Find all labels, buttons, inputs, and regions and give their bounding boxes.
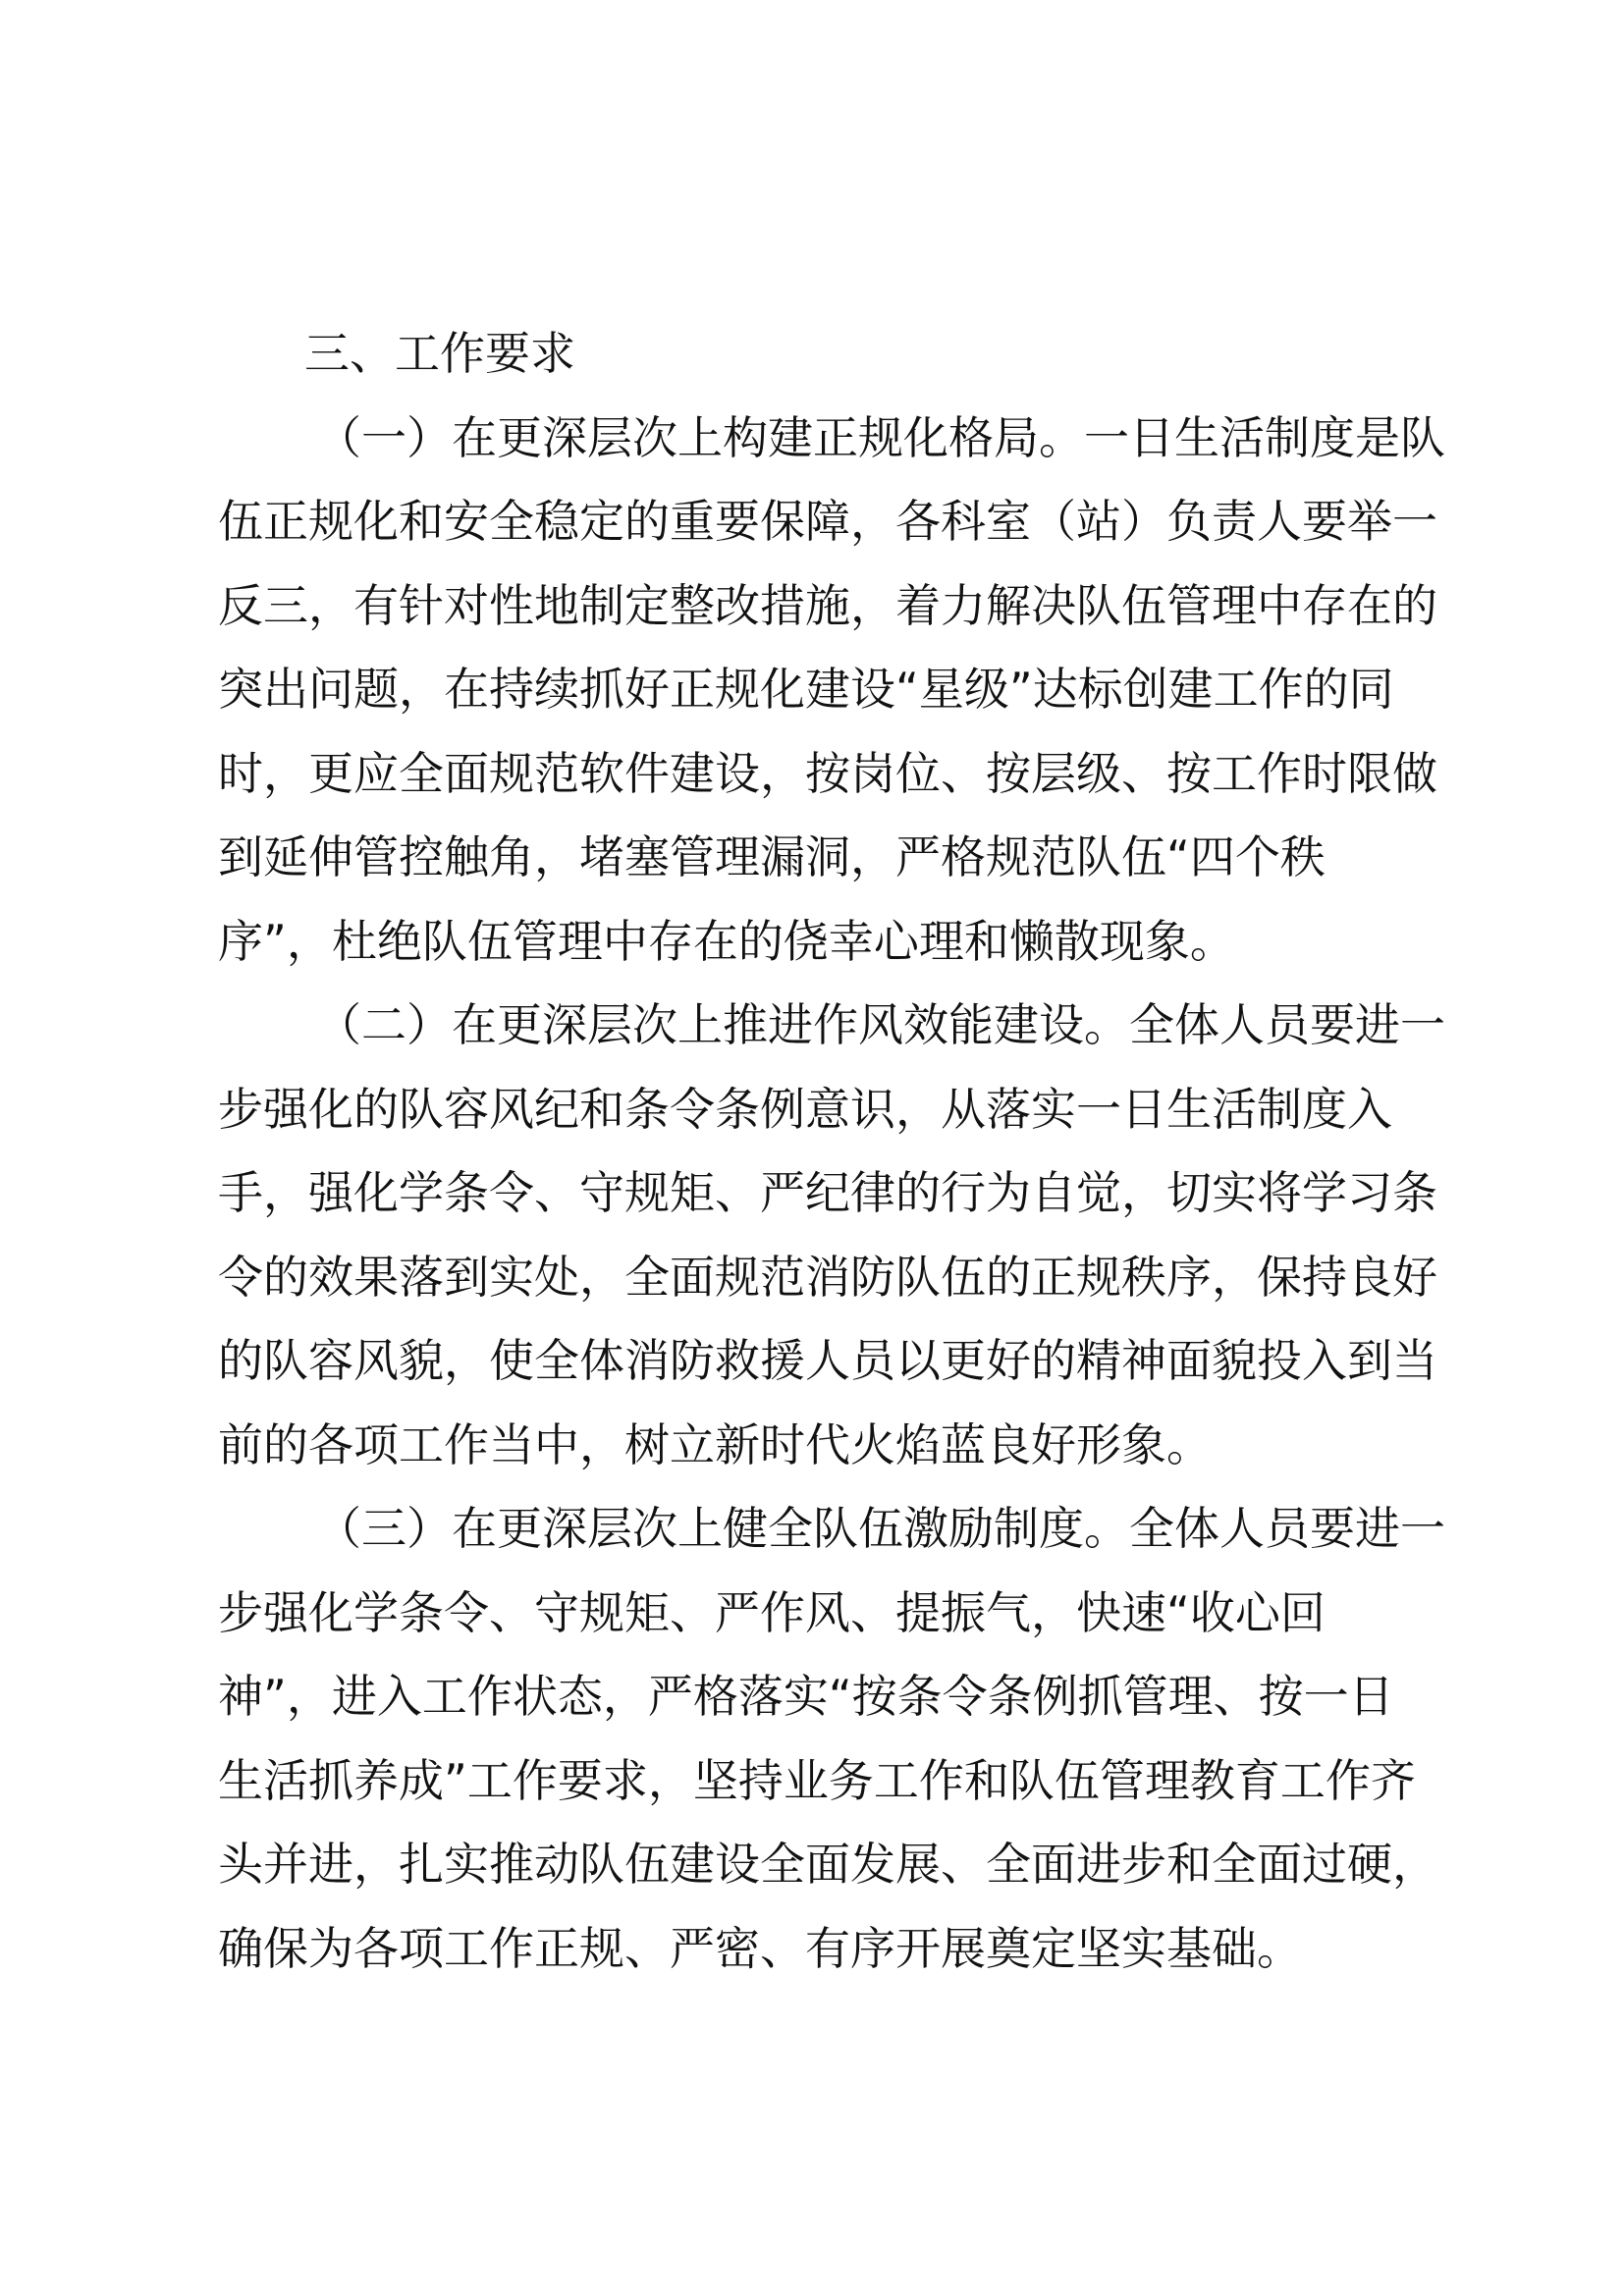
paragraph-line: 突出问题，在持续抓好正规化建设“星级”达标创建工作的同 <box>218 663 1394 716</box>
paragraph-line: 生活抓养成”工作要求，坚持业务工作和队伍管理教育工作齐 <box>218 1753 1416 1807</box>
paragraph-line: 头并进，扎实推动队伍建设全面发展、全面进步和全面过硬， <box>218 1838 1437 1891</box>
document-page <box>218 312 1445 1991</box>
paragraph-line: 手，强化学条令、守规矩、严纪律的行为自觉，切实将学习条 <box>218 1166 1437 1219</box>
paragraph-line: 的队容风貌，使全体消防救援人员以更好的精神面貌投入到当 <box>218 1334 1437 1387</box>
paragraph-line: 反三，有针对性地制定整改措施，着力解决队伍管理中存在的 <box>218 578 1437 632</box>
paragraph-2 <box>218 984 1445 1487</box>
paragraph-line: （一）在更深层次上构建正规化格局。一日生活制度是队 <box>316 410 1445 464</box>
paragraph-3 <box>218 1487 1445 1991</box>
paragraph-1 <box>218 397 1445 985</box>
paragraph-line: 序”，杜绝队伍管理中存在的侥幸心理和懒散现象。 <box>218 914 1235 968</box>
paragraph-line: 步强化的队容风纪和条令条例意识，从落实一日生活制度入 <box>218 1082 1392 1136</box>
paragraph-line: 前的各项工作当中，树立新时代火焰蓝良好形象。 <box>218 1417 1212 1471</box>
paragraph-line: （二）在更深层次上推进作风效能建设。全体人员要进一 <box>316 998 1445 1051</box>
section-heading: 三、工作要求 <box>304 327 575 380</box>
paragraph-line: （三）在更深层次上健全队伍激励制度。全体人员要进一 <box>316 1502 1445 1555</box>
paragraph-line: 时，更应全面规范软件建设，按岗位、按层级、按工作时限做 <box>218 746 1437 800</box>
paragraph-line: 到延伸管控触角，堵塞管理漏洞，严格规范队伍“四个秩 <box>218 830 1326 883</box>
paragraph-line: 伍正规化和安全稳定的重要保障，各科室（站）负责人要举一 <box>218 495 1437 548</box>
paragraph-line: 神”，进入工作状态，严格落实“按条令条例抓管理、按一日 <box>218 1670 1394 1723</box>
paragraph-line: 确保为各项工作正规、严密、有序开展奠定坚实基础。 <box>218 1921 1302 1975</box>
paragraph-line: 令的效果落到实处，全面规范消防队伍的正规秩序，保持良好 <box>218 1250 1437 1304</box>
paragraph-line: 步强化学条令、守规矩、严作风、提振气，快速“收心回 <box>218 1585 1326 1639</box>
